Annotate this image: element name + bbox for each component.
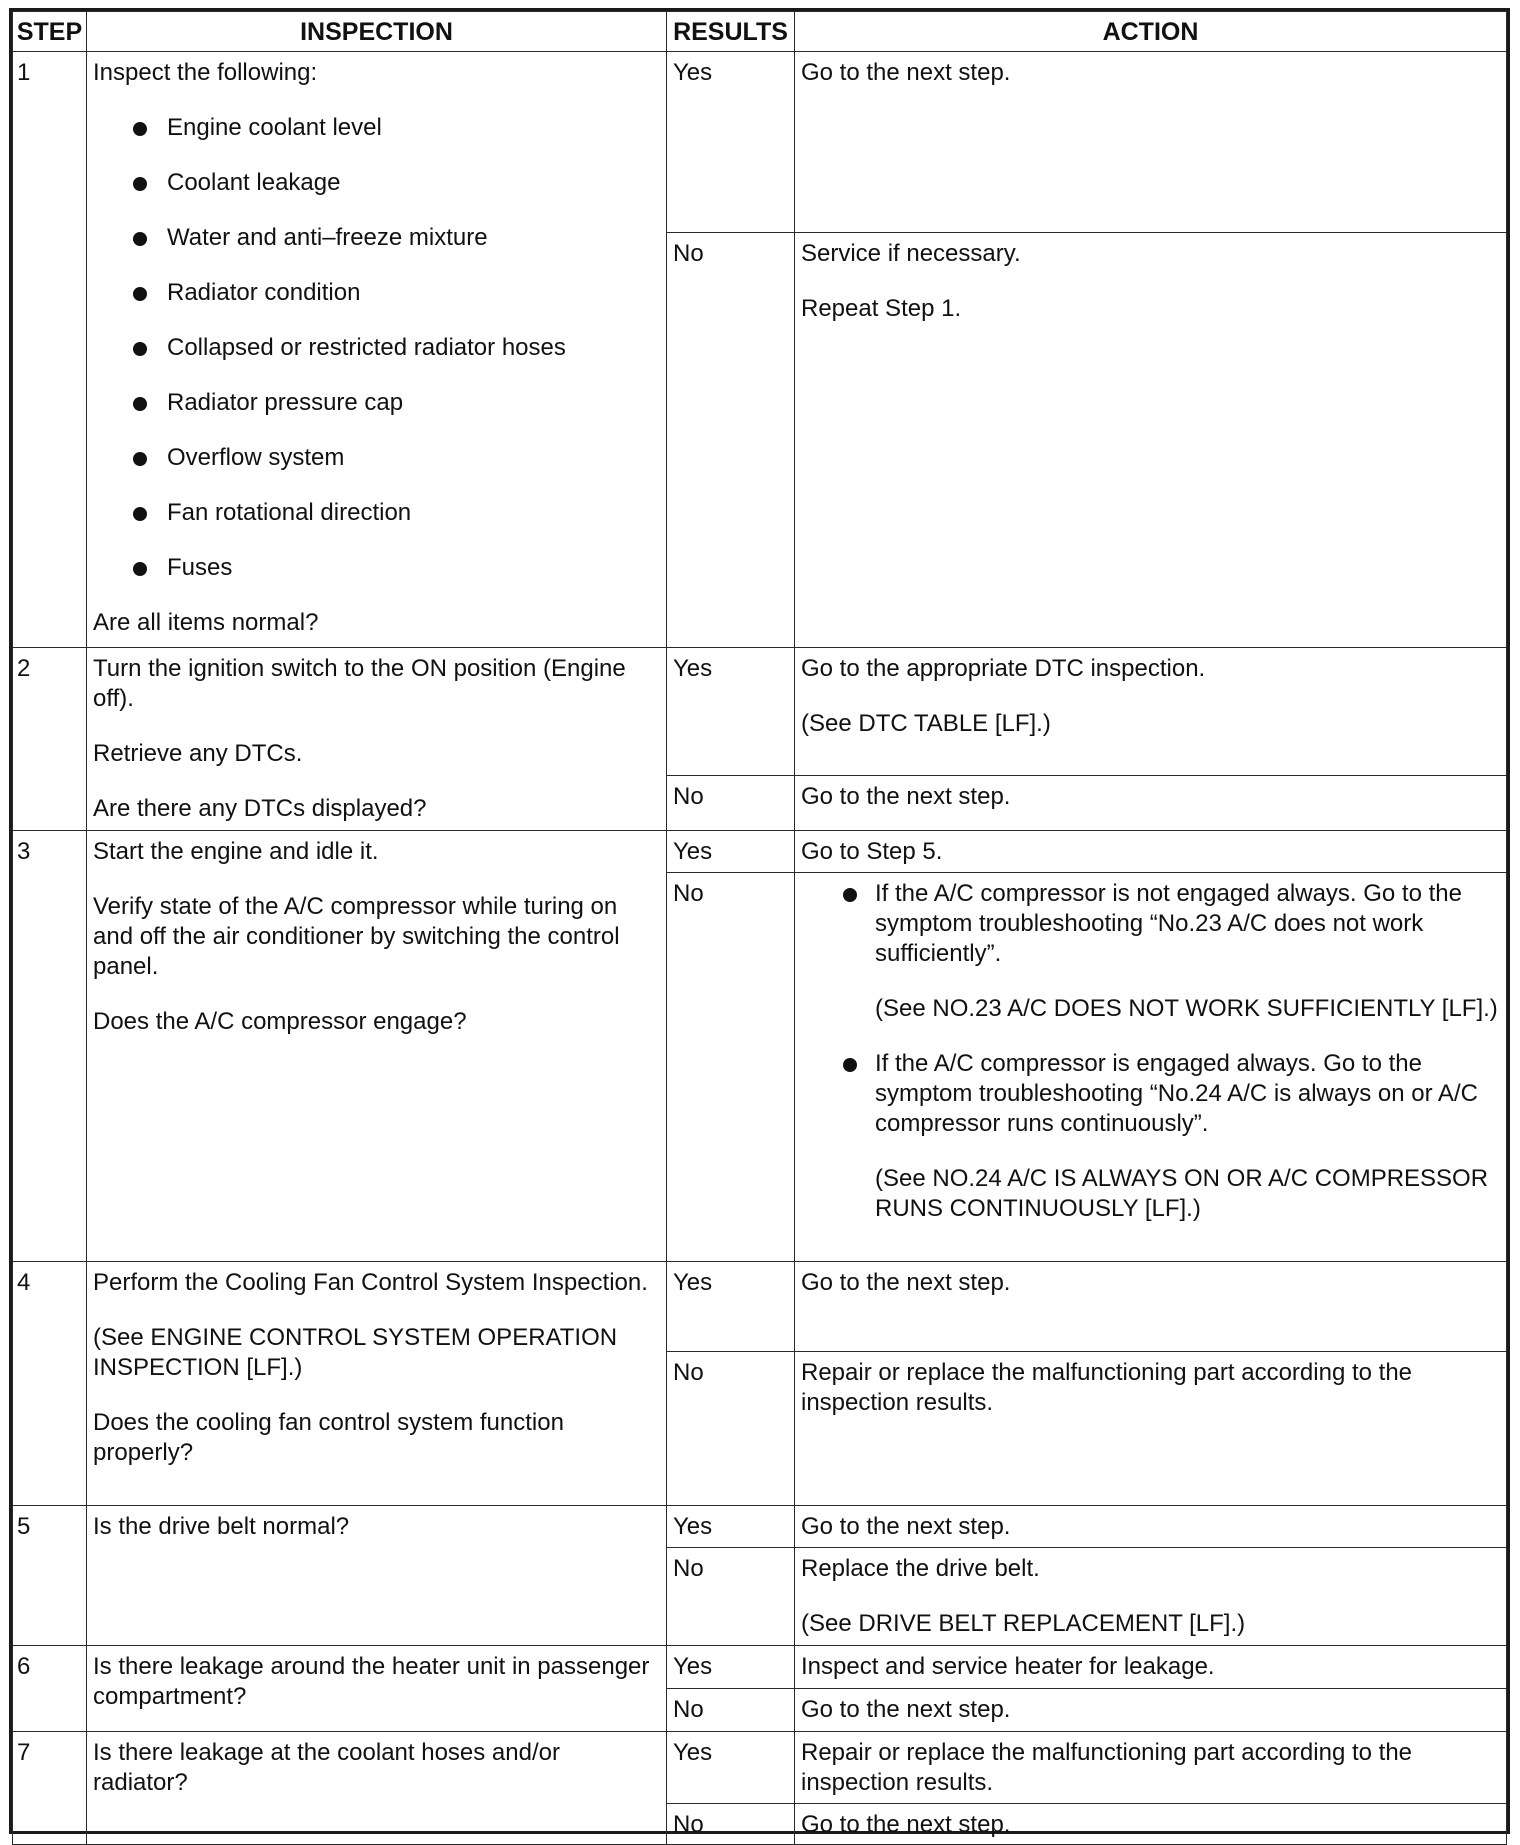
action-text: Go to the next step. (801, 59, 1011, 86)
inspection-question: Does the A/C compressor engage? (93, 1008, 467, 1035)
list-item: Radiator condition (133, 278, 660, 308)
table-row (13, 1646, 1507, 1689)
result-cell: Yes (667, 1506, 795, 1548)
action-text: Repair or replace the malfunctioning part according to the inspection results. (801, 1359, 1413, 1416)
result-cell: No (667, 1548, 795, 1646)
inspection-question: Is there leakage at the coolant hoses and/or radiator? (93, 1739, 560, 1796)
inspection-text: Verify state of the A/C compressor while turing on and off the air conditioner by switching the control panel. (93, 893, 620, 980)
list-item: Overflow system (133, 443, 660, 473)
action-text: Go to the next step. (801, 1811, 1011, 1838)
list-item: Engine coolant level (133, 113, 660, 143)
inspection-question: Are all items normal? (93, 609, 319, 636)
action-text: Go to the next step. (801, 1696, 1011, 1723)
inspection-cell (87, 648, 667, 831)
action-reference: (See DRIVE BELT REPLACEMENT [LF].) (801, 1610, 1246, 1637)
list-item (843, 879, 1500, 1024)
header-step: STEP (13, 12, 87, 52)
inspection-question: Is there leakage around the heater unit in passenger compartment? (93, 1653, 650, 1710)
inspection-text: Retrieve any DTCs. (93, 740, 303, 767)
troubleshooting-table (12, 11, 1507, 1845)
action-text: Go to the next step. (801, 783, 1011, 810)
result-cell: No (667, 233, 795, 648)
table-row (13, 1732, 1507, 1804)
step-number: 3 (13, 831, 87, 1262)
header-results: RESULTS (667, 12, 795, 52)
table-row (13, 648, 1507, 776)
list-item: Collapsed or restricted radiator hoses (133, 333, 660, 363)
list-item: Fuses (133, 553, 660, 583)
action-text: Repair or replace the malfunctioning part according to the inspection results. (801, 1739, 1413, 1796)
step-number: 5 (13, 1506, 87, 1646)
inspection-cell (87, 1262, 667, 1506)
step-number: 7 (13, 1732, 87, 1845)
action-text: Service if necessary. (801, 240, 1021, 267)
header-row (13, 12, 1507, 52)
action-cell (795, 1689, 1507, 1732)
action-text: (See DTC TABLE [LF].) (801, 710, 1051, 737)
action-text: Repeat Step 1. (801, 295, 962, 322)
action-text: Go to Step 5. (801, 838, 943, 865)
list-item: Radiator pressure cap (133, 388, 660, 418)
action-text: Go to the appropriate DTC inspection. (801, 655, 1206, 682)
list-item (843, 1049, 1500, 1224)
result-cell: Yes (667, 52, 795, 233)
inspection-question: Is the drive belt normal? (93, 1513, 350, 1540)
action-cell (795, 1732, 1507, 1804)
action-text: If the A/C compressor is not engaged always. Go to the symptom troubleshooting “No.23 A/C does not work sufficiently”. (875, 880, 1462, 967)
troubleshooting-document (9, 8, 1510, 1838)
list-item: Fan rotational direction (133, 498, 660, 528)
list-item: Coolant leakage (133, 168, 660, 198)
inspection-text: Inspect the following: (93, 59, 318, 86)
result-cell: Yes (667, 831, 795, 873)
action-cell (795, 1548, 1507, 1646)
action-text: Go to the next step. (801, 1269, 1011, 1296)
result-cell: No (667, 873, 795, 1262)
action-cell (795, 1804, 1507, 1845)
result-cell: Yes (667, 648, 795, 776)
action-text: Go to the next step. (801, 1513, 1011, 1540)
table-row (13, 831, 1507, 873)
inspection-cell (87, 1506, 667, 1646)
inspection-text: Turn the ignition switch to the ON position (Engine off). (93, 655, 626, 712)
step-number: 4 (13, 1262, 87, 1506)
inspection-cell (87, 1646, 667, 1732)
result-cell: No (667, 1689, 795, 1732)
action-text: If the A/C compressor is engaged always. Go to the symptom troubleshooting “No.24 A/C is always on or A/C compressor runs continuously”. (875, 1050, 1478, 1137)
inspection-cell (87, 1732, 667, 1845)
header-action: ACTION (795, 12, 1507, 52)
table-row (13, 52, 1507, 233)
action-reference: (See NO.23 A/C DOES NOT WORK SUFFICIENTLY [LF].) (875, 995, 1498, 1022)
header-inspection: INSPECTION (87, 12, 667, 52)
inspection-text: (See ENGINE CONTROL SYSTEM OPERATION INSPECTION [LF].) (93, 1324, 618, 1381)
result-cell: Yes (667, 1732, 795, 1804)
action-cell (795, 52, 1507, 233)
result-cell: No (667, 1804, 795, 1845)
step-number: 1 (13, 52, 87, 648)
action-cell (795, 1646, 1507, 1689)
inspection-question: Are there any DTCs displayed? (93, 795, 427, 822)
action-cell (795, 233, 1507, 648)
step-number: 6 (13, 1646, 87, 1732)
inspection-text: Perform the Cooling Fan Control System Inspection. (93, 1269, 648, 1296)
result-cell: No (667, 776, 795, 831)
action-cell (795, 1352, 1507, 1506)
inspection-list (93, 113, 660, 583)
action-cell (795, 1262, 1507, 1352)
result-cell: Yes (667, 1646, 795, 1689)
action-text: Replace the drive belt. (801, 1555, 1040, 1582)
action-cell (795, 873, 1507, 1262)
inspection-cell (87, 52, 667, 648)
table-row (13, 1262, 1507, 1352)
action-cell (795, 648, 1507, 776)
action-cell (795, 831, 1507, 873)
result-cell: No (667, 1352, 795, 1506)
action-bullet-list (801, 879, 1500, 1224)
inspection-text: Start the engine and idle it. (93, 838, 379, 865)
list-item: Water and anti–freeze mixture (133, 223, 660, 253)
result-cell: Yes (667, 1262, 795, 1352)
step-number: 2 (13, 648, 87, 831)
action-text: Inspect and service heater for leakage. (801, 1653, 1215, 1680)
action-cell (795, 1506, 1507, 1548)
table-row (13, 1506, 1507, 1548)
action-reference: (See NO.24 A/C IS ALWAYS ON OR A/C COMPRESSOR RUNS CONTINUOUSLY [LF].) (875, 1165, 1489, 1222)
action-cell (795, 776, 1507, 831)
inspection-cell (87, 831, 667, 1262)
inspection-question: Does the cooling fan control system function properly? (93, 1409, 564, 1466)
